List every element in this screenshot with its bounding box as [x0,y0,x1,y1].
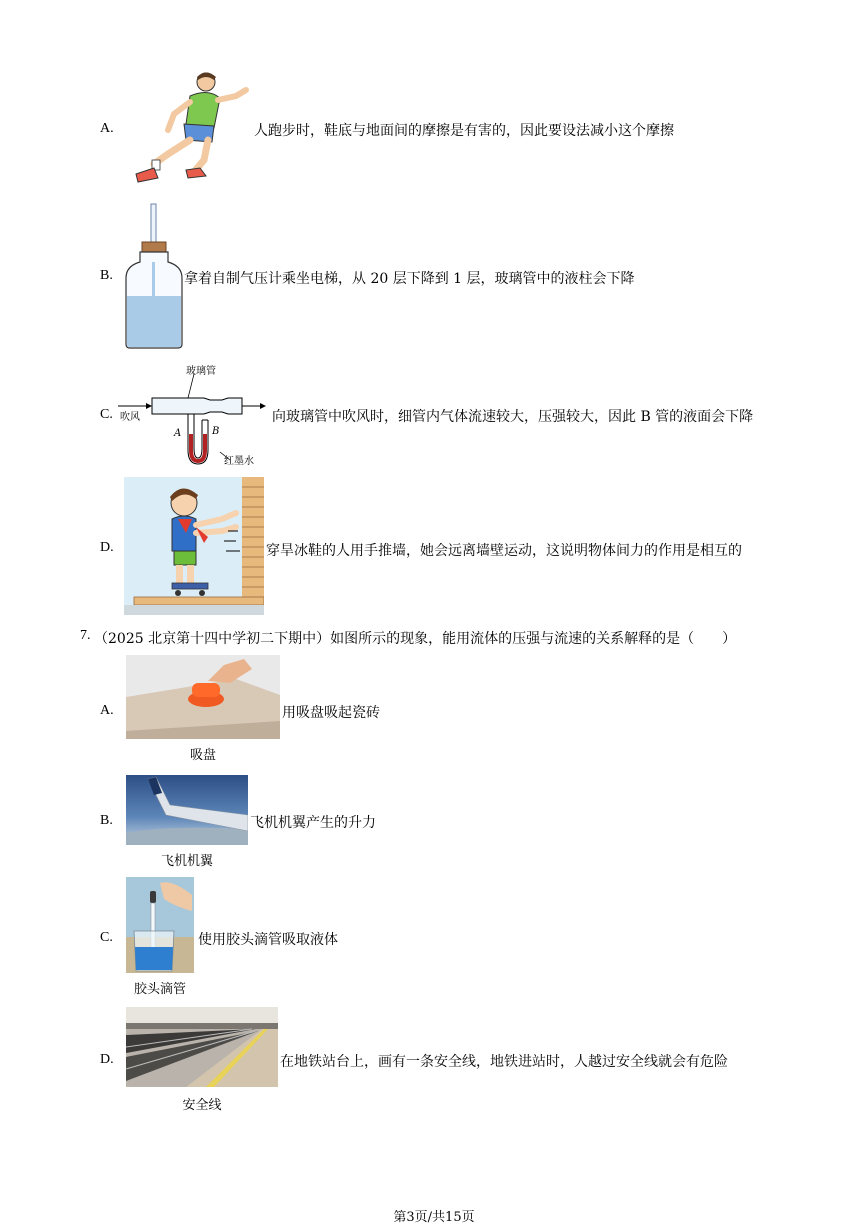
airplane-wing-photo [126,775,248,845]
q7-option-a-letter: A. [100,703,114,718]
subway-caption: 安全线 [182,1098,222,1113]
q7-option-c-letter: C. [100,930,113,945]
red-water-label: 红墨水 [224,456,254,467]
q7-option-a-text: 用吸盘吸起瓷砖 [282,705,380,721]
tube-b-label: B [212,426,220,437]
q6-option-b-letter: B. [100,268,113,283]
q6-option-a-letter: A. [100,121,114,136]
page-number: 第3页/共15页 [393,1210,475,1225]
q7-option-d-text: 在地铁站台上，画有一条安全线，地铁进站时，人越过安全线就会有危险 [280,1054,728,1070]
blow-label: 吹风 [120,412,140,423]
skater-wall-illustration [124,477,264,615]
suction-cup-photo [126,655,280,739]
q7-option-d-letter: D. [100,1052,114,1067]
q7-option-c-text: 使用胶头滴管吸取液体 [198,932,338,948]
dropper-photo [126,877,194,973]
q7-stem: （2025 北京第十四中学初二下期中）如图所示的现象，能用流体的压强与流速的关系解释的是（ ） [94,631,737,647]
q6-option-b-text: 拿着自制气压计乘坐电梯，从 20 层下降到 1 层，玻璃管中的液柱会下降 [184,271,635,287]
q6-option-c-letter: C. [100,407,113,422]
q6-option-a-text: 人跑步时，鞋底与地面间的摩擦是有害的，因此要设法减小这个摩擦 [254,123,674,139]
blow-tube-diagram [118,360,270,472]
q6-option-d-text: 穿旱冰鞋的人用手推墙，她会远离墙壁运动，这说明物体间力的作用是相互的 [266,543,742,559]
tube-a-label: A [174,428,182,439]
q7-option-b-letter: B. [100,813,113,828]
glass-tube-label: 玻璃管 [186,366,216,377]
q7-option-b-text: 飞机机翼产生的升力 [250,815,376,831]
dropper-caption: 胶头滴管 [133,982,186,997]
q7-number: 7. [80,628,91,643]
subway-platform-photo [126,1007,278,1087]
runner-illustration [128,68,254,190]
airplane-wing-caption: 飞机机翼 [160,854,213,869]
q6-option-d-letter: D. [100,540,114,555]
barometer-bottle-illustration [124,202,184,350]
suction-cup-caption: 吸盘 [189,748,216,763]
q6-option-c-text: 向玻璃管中吹风时，细管内气体流速较大，压强较大，因此 B 管的液面会下降 [272,409,754,425]
